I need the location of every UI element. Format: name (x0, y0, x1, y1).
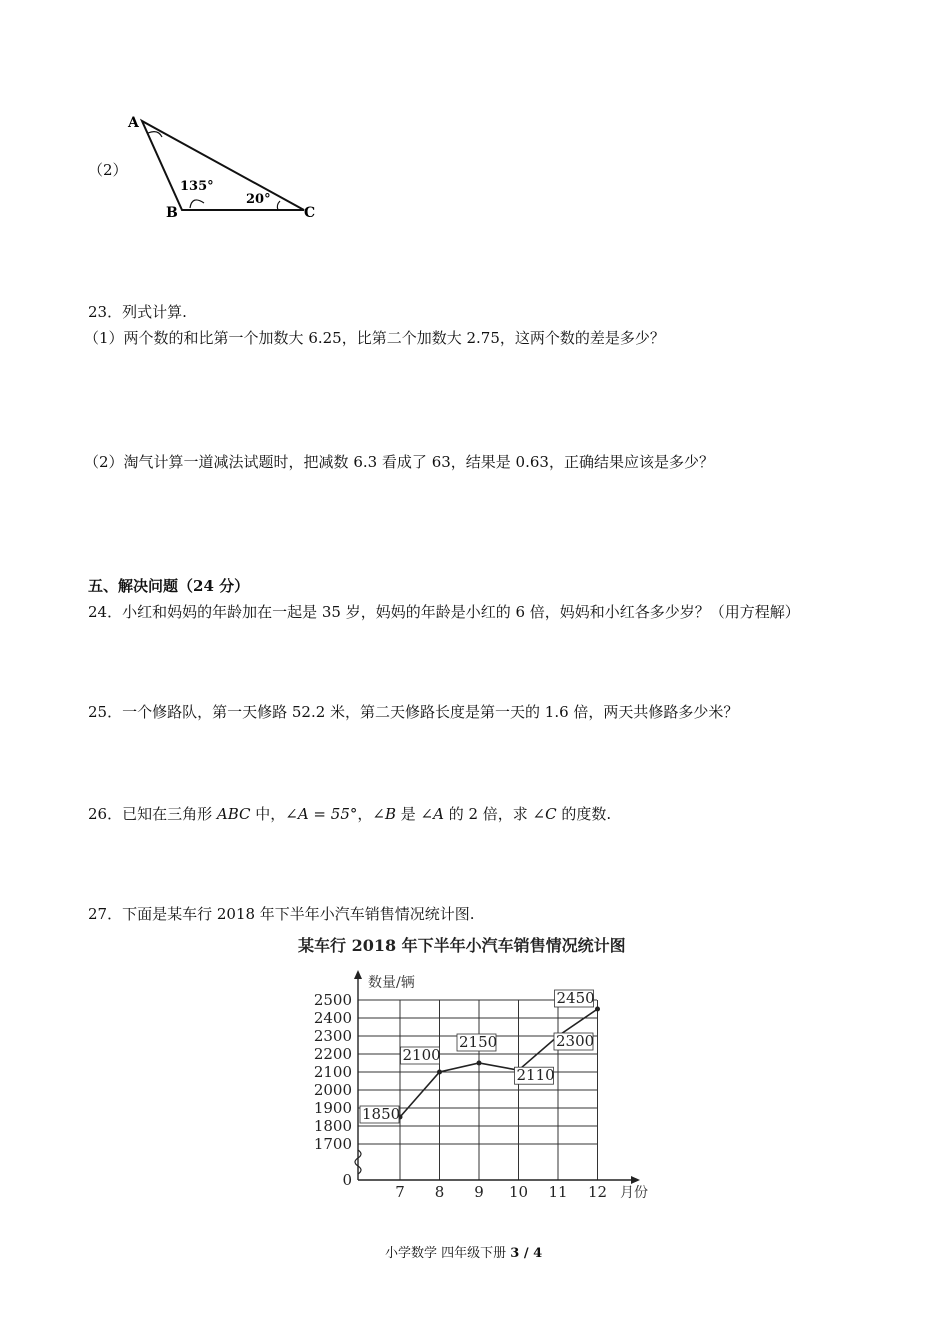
y-tick-label: 2400 (313, 1009, 352, 1027)
vertex-a-label: A (128, 115, 139, 131)
x-tick-label: 10 (508, 1183, 529, 1201)
data-label: 2150 (459, 1033, 498, 1051)
q26-suffix: 的度数. (556, 805, 612, 823)
x-axis-arrow (631, 1176, 640, 1184)
y-axis-arrow (354, 970, 362, 979)
y-axis-title: 数量/辆 (368, 975, 415, 991)
y-tick-label: 1700 (313, 1135, 352, 1153)
data-label: 2110 (516, 1066, 555, 1085)
chart-title: 某车行 2018 年下半年小汽车销售情况统计图 (298, 936, 626, 955)
q23-part2: （2）淘气计算一道减法试题时，把减数 6.3 看成了 63，结果是 0.63，正确结果应该是多少？ (84, 453, 714, 471)
q26-mid1: 中， (250, 805, 286, 823)
y-tick-label: 2300 (313, 1027, 352, 1045)
angle-b-label: 135° (180, 179, 214, 194)
y-tick-label: 2500 (313, 991, 352, 1009)
q23-part1: （1）两个数的和比第一个加数大 6.25，比第二个加数大 2.75，这两个数的差是多少？ (84, 329, 665, 347)
data-point (437, 1070, 442, 1075)
q26-mid3: 是 (395, 805, 421, 823)
data-label: 2100 (402, 1046, 441, 1064)
q26-triangle-abc: ABC (216, 805, 251, 823)
q26-angle-b: ∠B (372, 805, 396, 823)
triangle-part-label: （2） (88, 161, 128, 179)
data-point (595, 1007, 600, 1012)
x-tick-label: 9 (474, 1183, 484, 1201)
q27-text: 27．下面是某车行 2018 年下半年小汽车销售情况统计图. (88, 905, 475, 923)
x-axis-title: 月份 (620, 1185, 648, 1201)
footer-text: 小学数学 四年级下册 (385, 1246, 511, 1261)
y-tick-label: 1800 (313, 1117, 352, 1135)
q26-angle-c: ∠C (532, 805, 557, 823)
x-tick-label: 7 (395, 1183, 405, 1201)
q25-text: 25．一个修路队，第一天修路 52.2 米，第二天修路长度是第一天的 1.6 倍，两天共修路多少米？ (88, 703, 739, 721)
q26-angle-a-eq: ∠A = 55° (285, 805, 358, 823)
x-tick-label: 8 (434, 1183, 445, 1201)
vertex-c-label: C (304, 205, 316, 221)
y-tick-label: 2100 (313, 1063, 352, 1081)
sales-line-chart (290, 925, 680, 1205)
q23-title: 23．列式计算. (88, 303, 187, 321)
data-label: 1850 (362, 1105, 401, 1123)
triangle-figure (120, 105, 340, 230)
data-point (477, 1061, 482, 1066)
y-tick-label: 0 (342, 1171, 352, 1189)
q26-angle-a: ∠A (420, 805, 444, 823)
q26-mid4: 的 2 倍，求 (443, 805, 533, 823)
footer-page: 3 / 4 (510, 1246, 543, 1261)
x-tick-label: 12 (587, 1183, 608, 1201)
section-heading: 五、解决问题（24 分） (88, 577, 250, 595)
y-tick-label: 2000 (313, 1081, 352, 1099)
x-tick-label: 11 (548, 1183, 568, 1201)
q24-text: 24．小红和妈妈的年龄加在一起是 35 岁，妈妈的年龄是小红的 6 倍，妈妈和小红各多少岁？（用方程解） (88, 603, 800, 621)
data-label: 2300 (556, 1032, 595, 1050)
data-label: 2450 (556, 989, 595, 1007)
q26-prefix: 26．已知在三角形 (88, 805, 217, 823)
page-footer (385, 1244, 542, 1264)
q26-text (88, 804, 611, 824)
y-tick-label: 2200 (313, 1045, 352, 1063)
q26-mid2: ， (357, 805, 373, 823)
y-tick-label: 1900 (313, 1099, 352, 1117)
angle-c-label: 20° (246, 192, 271, 207)
vertex-b-label: B (166, 205, 178, 221)
